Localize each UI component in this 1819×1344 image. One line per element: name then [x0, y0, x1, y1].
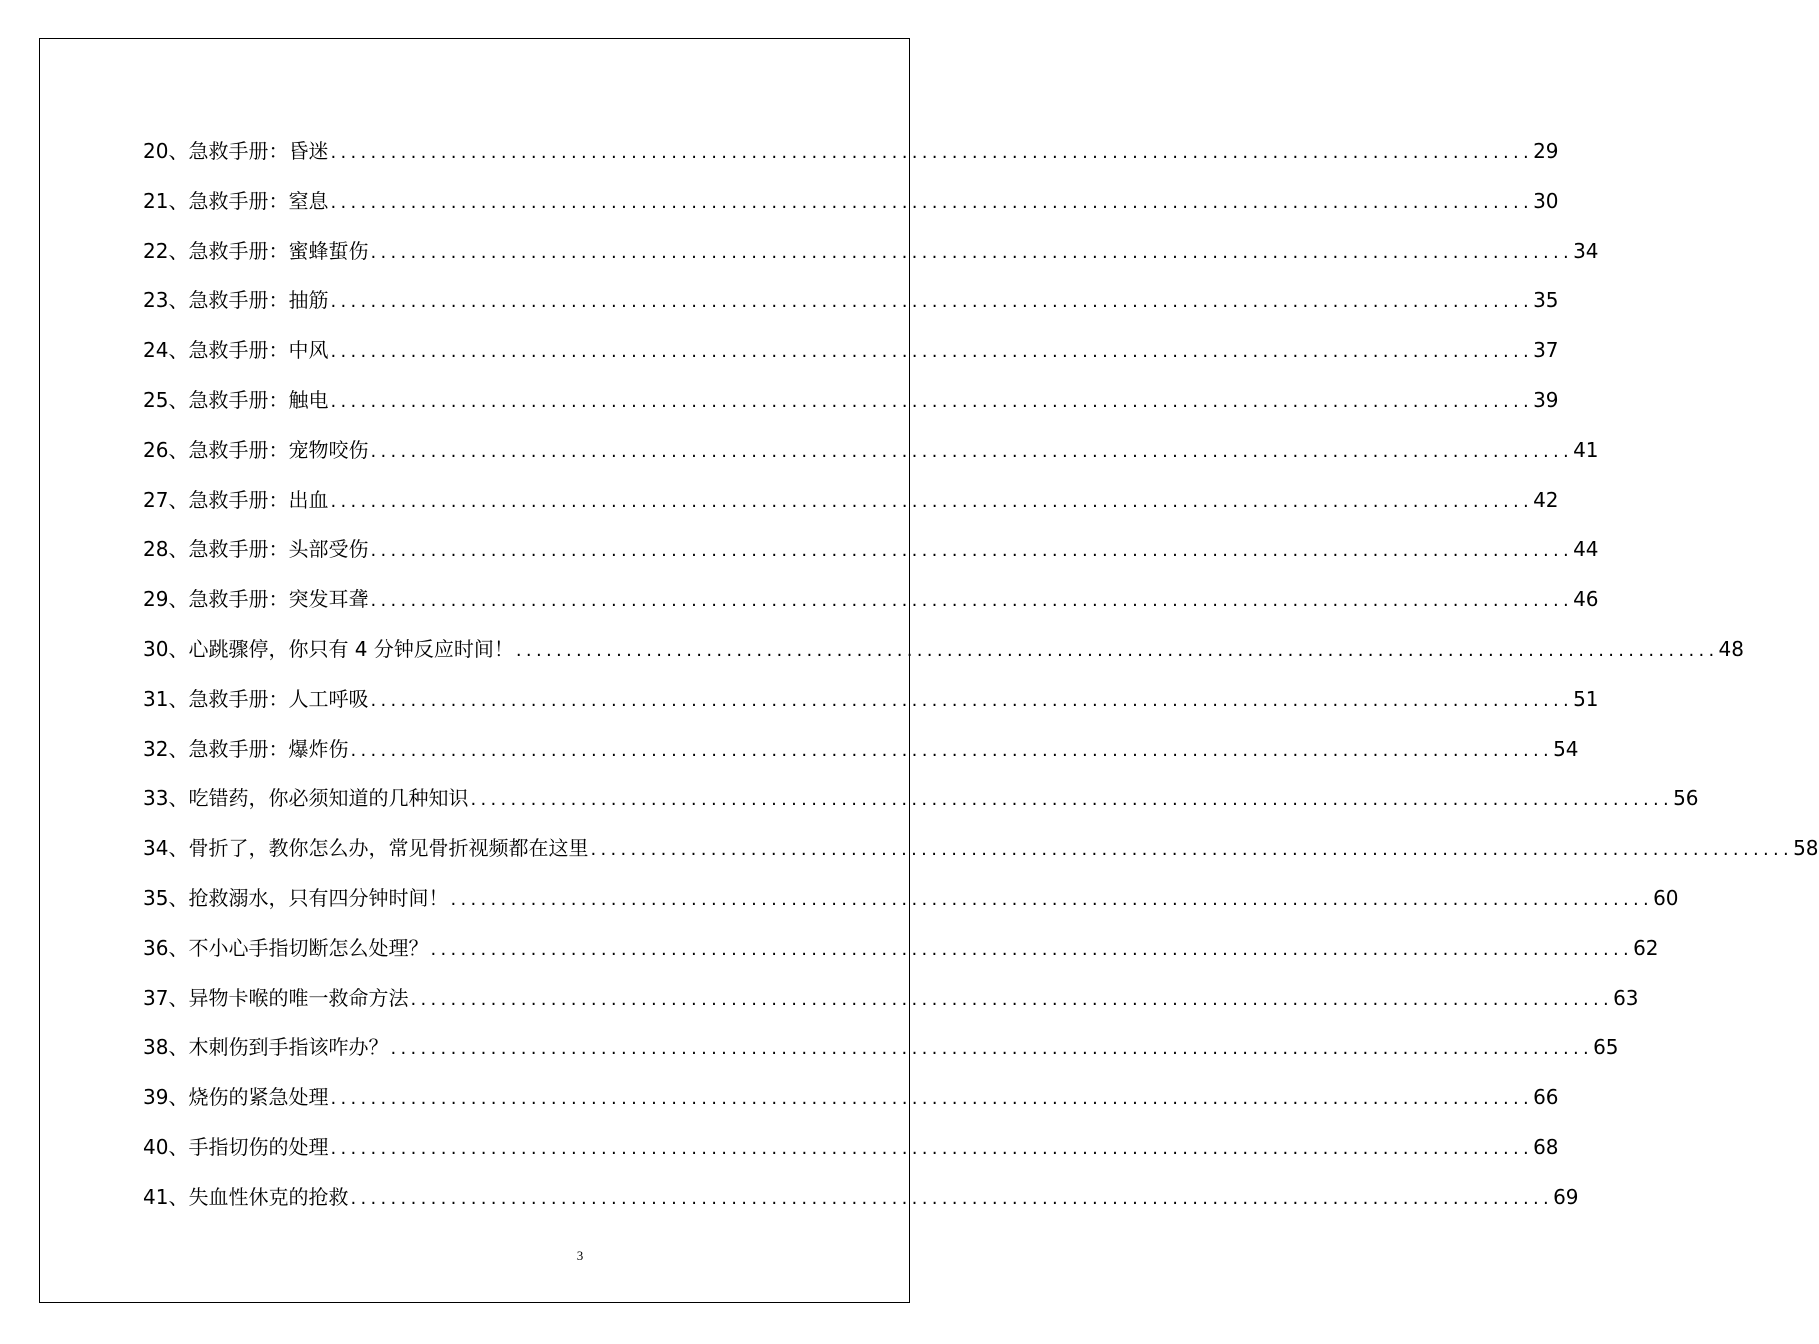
toc-entry[interactable] — [143, 1027, 1619, 1077]
toc-entry[interactable] — [143, 231, 1599, 281]
toc-entry-title: 心跳骤停，你只有 4 分钟反应时间！ — [188, 636, 514, 661]
toc-entry[interactable] — [143, 729, 1579, 779]
toc-entry-title: 急救手册：蜜蜂蜇伤 — [188, 238, 369, 263]
toc-dot-leader: ........................................................................................................................ — [370, 590, 1574, 612]
toc-entry[interactable] — [143, 928, 1659, 978]
toc-entry-number: 20、 — [143, 139, 189, 163]
toc-entry-title: 不小心手指切断怎么处理？ — [188, 935, 429, 960]
toc-entry-page: 58 — [1793, 836, 1819, 861]
toc-entry[interactable] — [143, 181, 1559, 231]
toc-entry-title: 急救手册：中风 — [188, 338, 329, 363]
toc-entry-number: 32、 — [143, 736, 189, 761]
toc-entry[interactable] — [143, 878, 1679, 928]
toc-dot-leader: ........................................................................................................................ — [515, 639, 1719, 661]
toc-entry[interactable] — [143, 828, 1819, 878]
toc-entry-title: 急救手册：爆炸伤 — [188, 736, 349, 761]
toc-entry-page: 69 — [1553, 1184, 1579, 1209]
toc-entry-title: 急救手册：窒息 — [188, 188, 329, 213]
toc-dot-leader: ........................................................................................................................ — [370, 241, 1574, 263]
toc-entry-number: 27、 — [143, 487, 189, 512]
toc-dot-leader: ........................................................................................................................ — [370, 689, 1574, 711]
toc-dot-leader: ........................................................................................................................ — [370, 440, 1574, 462]
toc-entry[interactable] — [143, 529, 1599, 579]
toc-entry-page: 39 — [1533, 387, 1559, 412]
toc-entry[interactable] — [143, 430, 1599, 480]
toc-entry-number: 30、 — [143, 636, 189, 661]
toc-entry-number: 37、 — [143, 985, 189, 1010]
toc-entry-page: 48 — [1718, 636, 1744, 661]
toc-dot-leader: ........................................................................................................................ — [590, 839, 1794, 861]
toc-dot-leader: ........................................................................................................................ — [330, 142, 1534, 163]
toc-entry[interactable] — [143, 778, 1699, 828]
toc-entry[interactable] — [143, 1127, 1559, 1177]
toc-entry[interactable] — [143, 330, 1559, 380]
toc-entry[interactable] — [143, 679, 1599, 729]
toc-entry[interactable] — [143, 280, 1559, 330]
toc-dot-leader: ........................................................................................................................ — [330, 191, 1534, 213]
toc-dot-leader: ........................................................................................................................ — [350, 1187, 1554, 1209]
toc-entry[interactable] — [143, 380, 1559, 430]
toc-entry-page: 41 — [1573, 437, 1599, 462]
toc-entry-title: 急救手册：头部受伤 — [188, 537, 369, 562]
toc-entry-page: 60 — [1653, 885, 1679, 910]
toc-dot-leader: ........................................................................................................................ — [330, 341, 1534, 363]
toc-entry-page: 54 — [1553, 736, 1579, 761]
toc-entry-title: 吃错药，你必须知道的几种知识 — [188, 786, 469, 811]
toc-entry-title: 木刺伤到手指该咋办？ — [188, 1035, 389, 1060]
toc-entry-title: 急救手册：宠物咬伤 — [188, 437, 369, 462]
toc-dot-leader: ........................................................................................................................ — [450, 888, 1654, 910]
toc-entry-number: 36、 — [143, 935, 189, 960]
toc-entry-number: 24、 — [143, 338, 189, 363]
toc-entry-number: 38、 — [143, 1035, 189, 1060]
toc-entry-title: 失血性休克的抢救 — [188, 1184, 349, 1209]
toc-entry-number: 25、 — [143, 387, 189, 412]
toc-entry-number: 35、 — [143, 885, 189, 910]
toc-entry-number: 23、 — [143, 288, 189, 313]
toc-entry-title: 烧伤的紧急处理 — [188, 1085, 329, 1110]
footer-page-number: 3 — [576, 1248, 584, 1263]
toc-dot-leader: ........................................................................................................................ — [330, 291, 1534, 313]
toc-entry-number: 41、 — [143, 1184, 189, 1209]
toc-dot-leader: ........................................................................................................................ — [330, 1088, 1534, 1110]
toc-entry-page: 35 — [1533, 288, 1559, 313]
toc-entry-page: 56 — [1673, 786, 1699, 811]
toc-dot-leader: ........................................................................................................................ — [370, 540, 1574, 562]
toc-entry-page: 46 — [1573, 587, 1599, 612]
toc-entry[interactable] — [143, 629, 1744, 679]
table-of-contents — [143, 131, 1819, 1227]
toc-entry-page: 44 — [1573, 537, 1599, 562]
toc-entry-number: 39、 — [143, 1085, 189, 1110]
toc-entry-number: 26、 — [143, 437, 189, 462]
toc-entry-number: 28、 — [143, 537, 189, 562]
toc-entry-number: 33、 — [143, 786, 189, 811]
toc-entry-page: 34 — [1573, 238, 1599, 263]
toc-entry-page: 68 — [1533, 1134, 1559, 1159]
toc-entry-number: 29、 — [143, 587, 189, 612]
toc-entry-page: 37 — [1533, 338, 1559, 363]
toc-entry-title: 急救手册：出血 — [188, 487, 329, 512]
toc-entry-page: 65 — [1593, 1035, 1619, 1060]
toc-entry-title: 骨折了，教你怎么办，常见骨折视频都在这里 — [188, 836, 589, 861]
toc-entry-page: 29 — [1533, 139, 1559, 163]
toc-entry-title: 抢救溺水，只有四分钟时间！ — [188, 885, 449, 910]
toc-entry-page: 63 — [1613, 985, 1639, 1010]
toc-entry-title: 急救手册：昏迷 — [188, 139, 329, 163]
toc-dot-leader: ........................................................................................................................ — [330, 490, 1534, 512]
toc-entry-number: 34、 — [143, 836, 189, 861]
toc-entry-page: 30 — [1533, 188, 1559, 213]
toc-entry[interactable] — [143, 579, 1599, 629]
toc-entry[interactable] — [143, 978, 1639, 1028]
toc-entry-page: 51 — [1573, 686, 1599, 711]
toc-dot-leader: ........................................................................................................................ — [350, 739, 1554, 761]
toc-entry-title: 手指切伤的处理 — [188, 1134, 329, 1159]
toc-entry-title: 急救手册：突发耳聋 — [188, 587, 369, 612]
toc-entry-title: 急救手册：人工呼吸 — [188, 686, 369, 711]
toc-entry-page: 66 — [1533, 1085, 1559, 1110]
toc-entry-number: 31、 — [143, 686, 189, 711]
toc-entry-title: 异物卡喉的唯一救命方法 — [188, 985, 409, 1010]
toc-entry[interactable] — [143, 131, 1559, 181]
toc-entry[interactable] — [143, 1177, 1579, 1227]
toc-dot-leader: ........................................................................................................................ — [470, 789, 1674, 811]
toc-entry-page: 62 — [1633, 935, 1659, 960]
toc-entry[interactable] — [143, 1077, 1559, 1127]
toc-dot-leader: ........................................................................................................................ — [410, 988, 1614, 1010]
toc-entry-number: 21、 — [143, 188, 189, 213]
toc-entry-number: 22、 — [143, 238, 189, 263]
toc-dot-leader: ........................................................................................................................ — [330, 390, 1534, 412]
toc-entry[interactable] — [143, 480, 1559, 530]
toc-entry-title: 急救手册：触电 — [188, 387, 329, 412]
toc-dot-leader: ........................................................................................................................ — [430, 938, 1634, 960]
toc-entry-number: 40、 — [143, 1134, 189, 1159]
toc-entry-title: 急救手册：抽筋 — [188, 288, 329, 313]
toc-dot-leader: ........................................................................................................................ — [390, 1038, 1594, 1060]
toc-entry-page: 42 — [1533, 487, 1559, 512]
toc-dot-leader: ........................................................................................................................ — [330, 1137, 1534, 1159]
